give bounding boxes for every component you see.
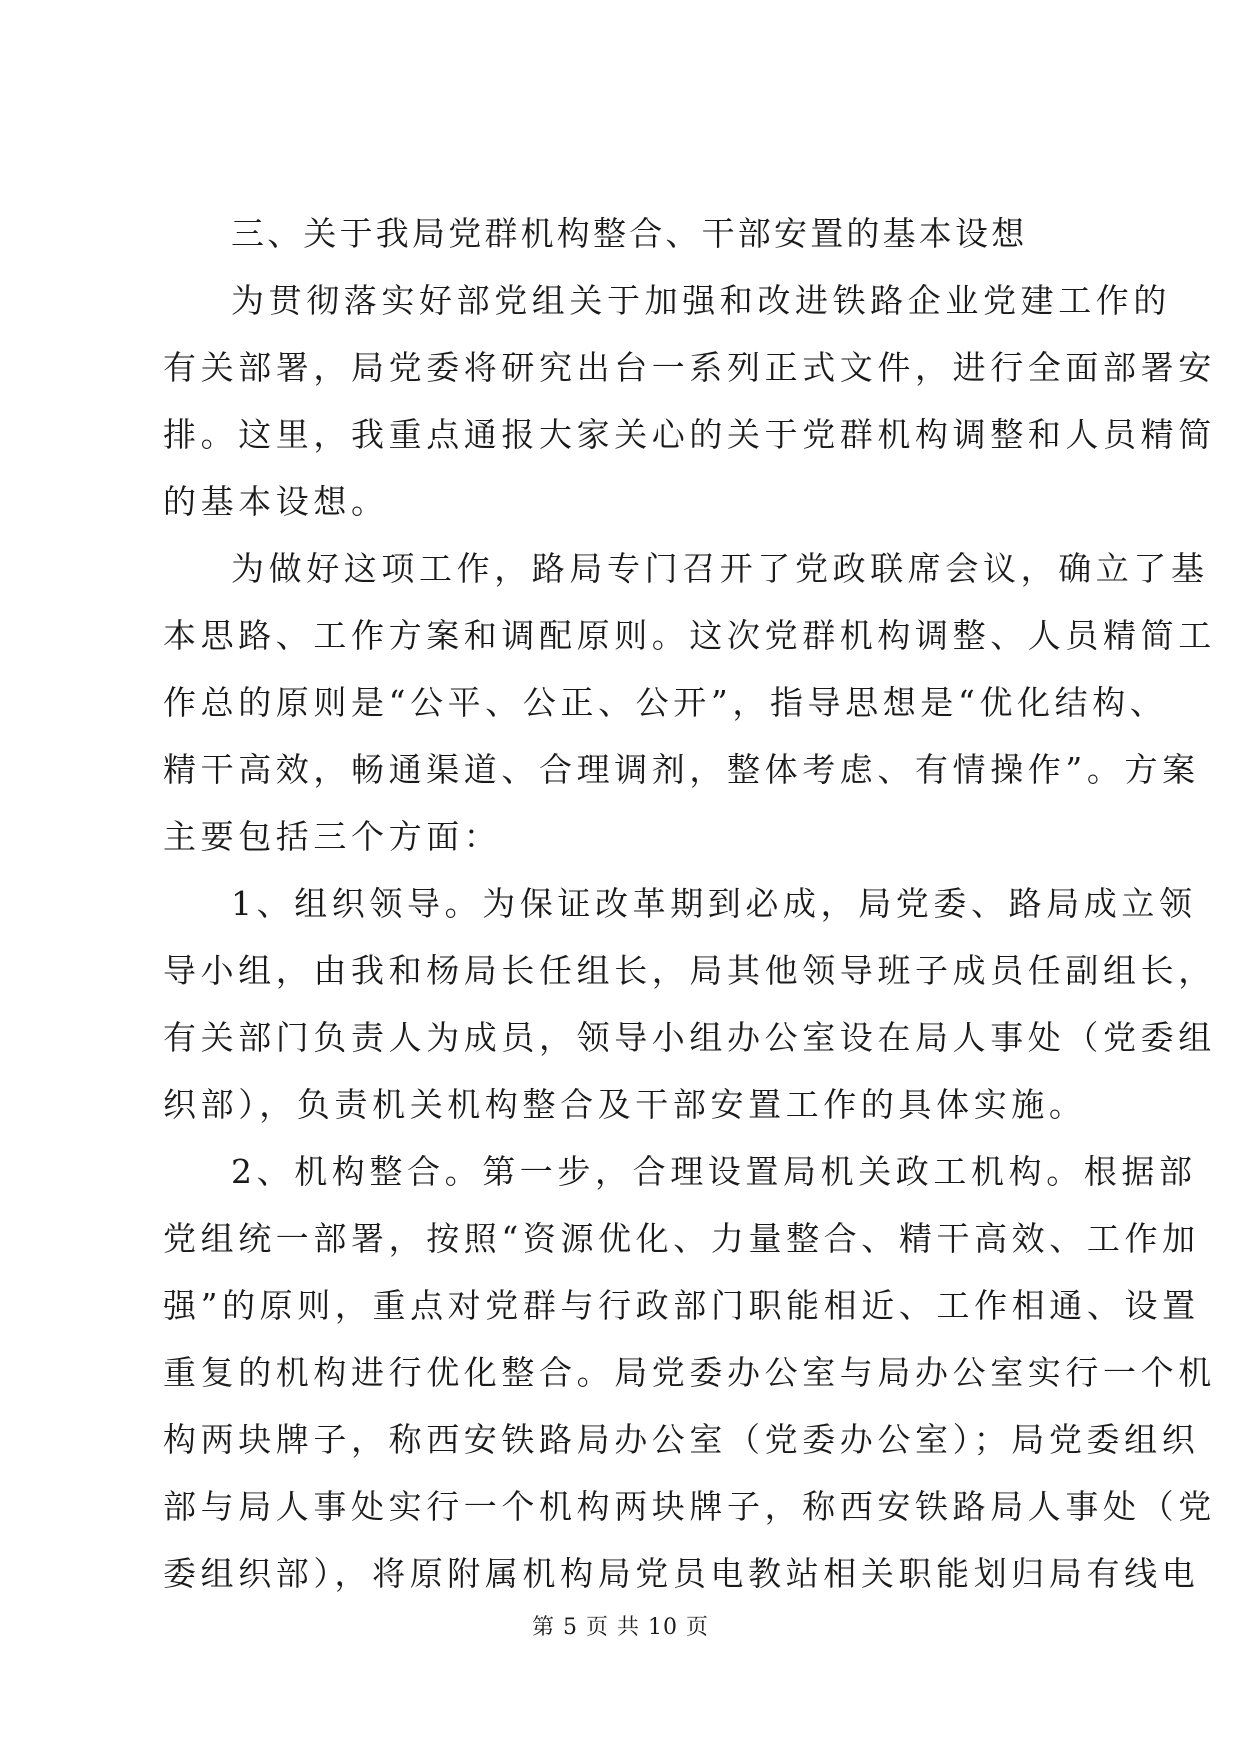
paragraph-1 (163, 267, 1216, 535)
paragraph-line: 为贯彻落实好部党组关于加强和改进铁路企业党建工作的 (231, 281, 1171, 320)
paragraph-line: 部与局人事处实行一个机构两块牌子，称西安铁路局人事处（党 (163, 1487, 1216, 1526)
paragraph-line: 为做好这项工作，路局专门召开了党政联席会议，确立了基 (231, 549, 1209, 588)
paragraph-line: 有关部署，局党委将研究出台一系列正式文件，进行全面部署安 (163, 348, 1216, 387)
paragraph-2 (163, 535, 1216, 870)
paragraph-line: 排。这里，我重点通报大家关心的关于党群机构调整和人员精简 (163, 415, 1216, 454)
paragraph-line: 强”的原则，重点对党群与行政部门职能相近、工作相通、设置 (163, 1286, 1200, 1325)
paragraph-line: 委组织部），将原附属机构局党员电教站相关职能划归局有线电 (163, 1554, 1200, 1593)
paragraph-line: 导小组，由我和杨局长任组长，局其他领导班子成员任副组长， (163, 951, 1216, 990)
paragraph-line: 2、机构整合。第一步，合理设置局机关政工机构。根据部 (231, 1152, 1197, 1191)
paragraph-3 (163, 870, 1216, 1138)
document-body (163, 200, 1216, 1607)
paragraph-line: 本思路、工作方案和调配原则。这次党群机构调整、人员精简工 (163, 616, 1216, 655)
paragraph-line: 重复的机构进行优化整合。局党委办公室与局办公室实行一个机 (163, 1353, 1216, 1392)
paragraph-4 (163, 1138, 1216, 1607)
paragraph-line: 有关部门负责人为成员，领导小组办公室设在局人事处（党委组 (163, 1018, 1216, 1057)
paragraph-line: 精干高效，畅通渠道、合理调剂，整体考虑、有情操作”。方案 (163, 750, 1200, 789)
paragraph-line: 织部），负责机关机构整合及干部安置工作的具体实施。 (163, 1085, 1087, 1124)
paragraph-line: 1、组织领导。为保证改革期到必成，局党委、路局成立领 (231, 884, 1197, 923)
paragraph-line: 构两块牌子，称西安铁路局办公室（党委办公室）；局党委组织 (163, 1420, 1200, 1459)
page-number-footer: 第 5 页 共 10 页 (532, 1615, 709, 1640)
section-heading: 三、关于我局党群机构整合、干部安置的基本设想 (231, 214, 1028, 253)
paragraph-line: 党组统一部署，按照“资源优化、力量整合、精干高效、工作加 (163, 1219, 1200, 1258)
paragraph-line: 作总的原则是“公平、公正、公开”，指导思想是“优化结构、 (163, 683, 1168, 722)
paragraph-line: 的基本设想。 (163, 482, 389, 521)
paragraph-line: 主要包括三个方面： (163, 817, 502, 856)
